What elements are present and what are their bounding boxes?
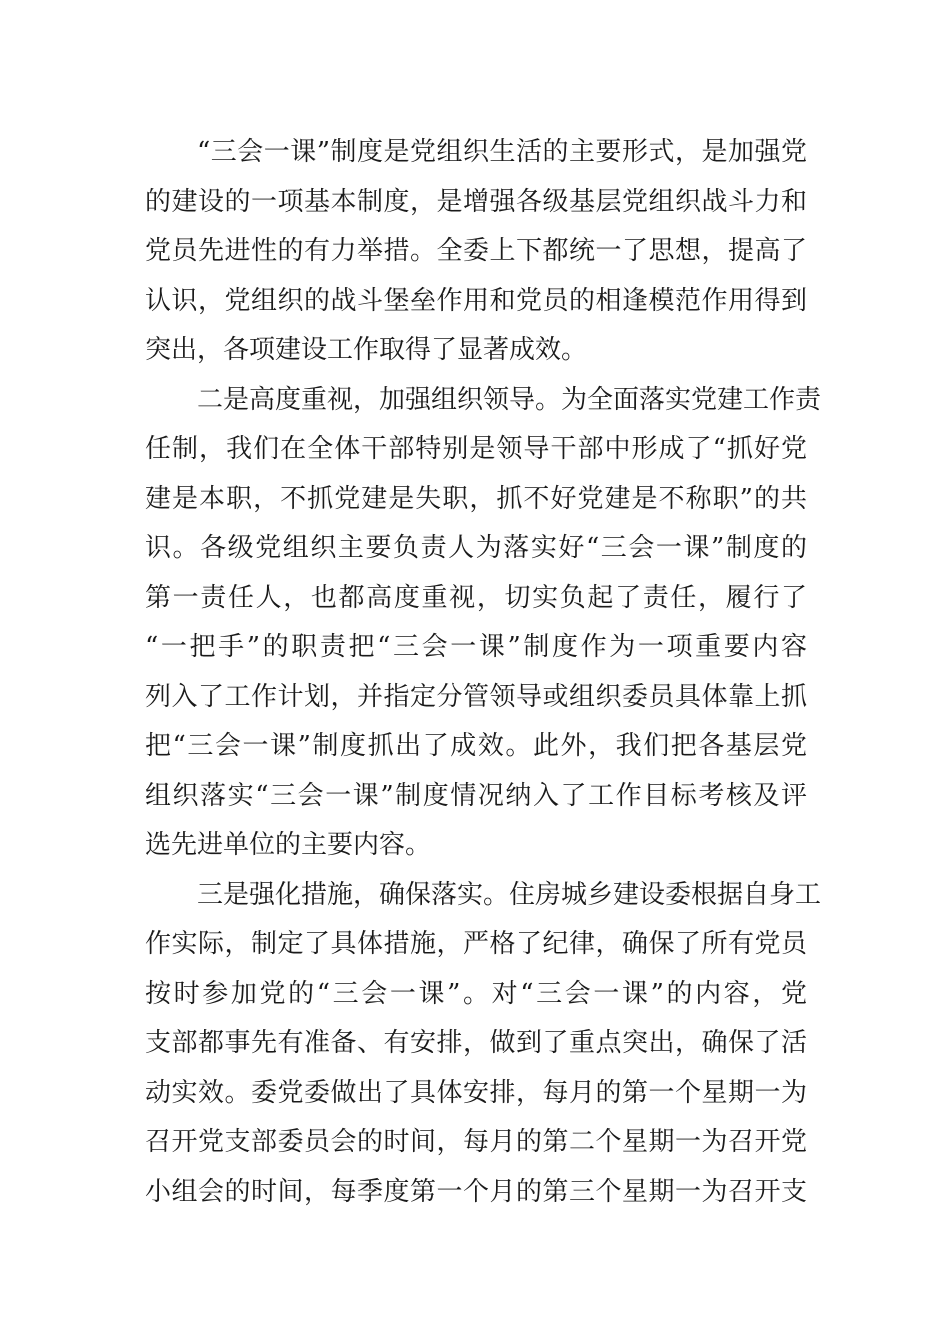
paragraph-line: 突出，各项建设工作取得了显著成效。 xyxy=(145,335,588,365)
paragraph-line: 动实效。委党委做出了具体安排，每月的第一个星期一为 xyxy=(145,1077,807,1108)
paragraph-line: 把“三会一课”制度抓出了成效。此外，我们把各基层党 xyxy=(145,731,807,761)
paragraph-line: 按时参加党的“三会一课”。对“三会一课”的内容，党 xyxy=(145,978,807,1009)
paragraph-line: 二是高度重视，加强组织领导。为全面落实党建工作责 xyxy=(197,384,822,415)
paragraph-line: 小组会的时间，每季度第一个月的第三个星期一为召开支 xyxy=(145,1176,807,1207)
paragraph-line: 三是强化措施，确保落实。住房城乡建设委根据自身工 xyxy=(197,879,822,910)
paragraph-line: 支部都事先有准备、有安排，做到了重点突出，确保了活 xyxy=(145,1028,807,1058)
paragraph-intro xyxy=(145,128,807,376)
paragraph-line: 组织落实“三会一课”制度情况纳入了工作目标考核及评 xyxy=(145,780,807,811)
paragraph-line: 召开党支部委员会的时间，每月的第二个星期一为召开党 xyxy=(145,1127,807,1157)
paragraph-line: 党员先进性的有力举措。全委上下都统一了思想，提高了 xyxy=(145,236,807,266)
paragraph-line: 列入了工作计划，并指定分管领导或组织委员具体靠上抓 xyxy=(145,681,807,712)
paragraph-line: 选先进单位的主要内容。 xyxy=(145,830,432,860)
paragraph-line: 识。各级党组织主要负责人为落实好“三会一课”制度的 xyxy=(145,533,807,563)
paragraph-line: 任制，我们在全体干部特别是领导干部中形成了“抓好党 xyxy=(145,434,807,464)
paragraph-leadership xyxy=(145,376,822,871)
paragraph-line: 的建设的一项基本制度，是增强各级基层党组织战斗力和 xyxy=(145,186,807,217)
paragraph-line: 作实际，制定了具体措施，严格了纪律，确保了所有党员 xyxy=(145,929,807,959)
paragraph-line: “三会一课”制度是党组织生活的主要形式，是加强党 xyxy=(197,137,807,167)
document-page xyxy=(145,128,822,1217)
paragraph-line: 建是本职，不抓党建是失职，抓不好党建是不称职”的共 xyxy=(145,483,807,514)
paragraph-measures xyxy=(145,871,822,1218)
paragraph-line: 第一责任人，也都高度重视，切实负起了责任，履行了 xyxy=(145,582,807,613)
paragraph-line: “一把手”的职责把“三会一课”制度作为一项重要内容 xyxy=(145,632,807,662)
paragraph-line: 认识，党组织的战斗堡垒作用和党员的相逢模范作用得到 xyxy=(145,285,807,316)
